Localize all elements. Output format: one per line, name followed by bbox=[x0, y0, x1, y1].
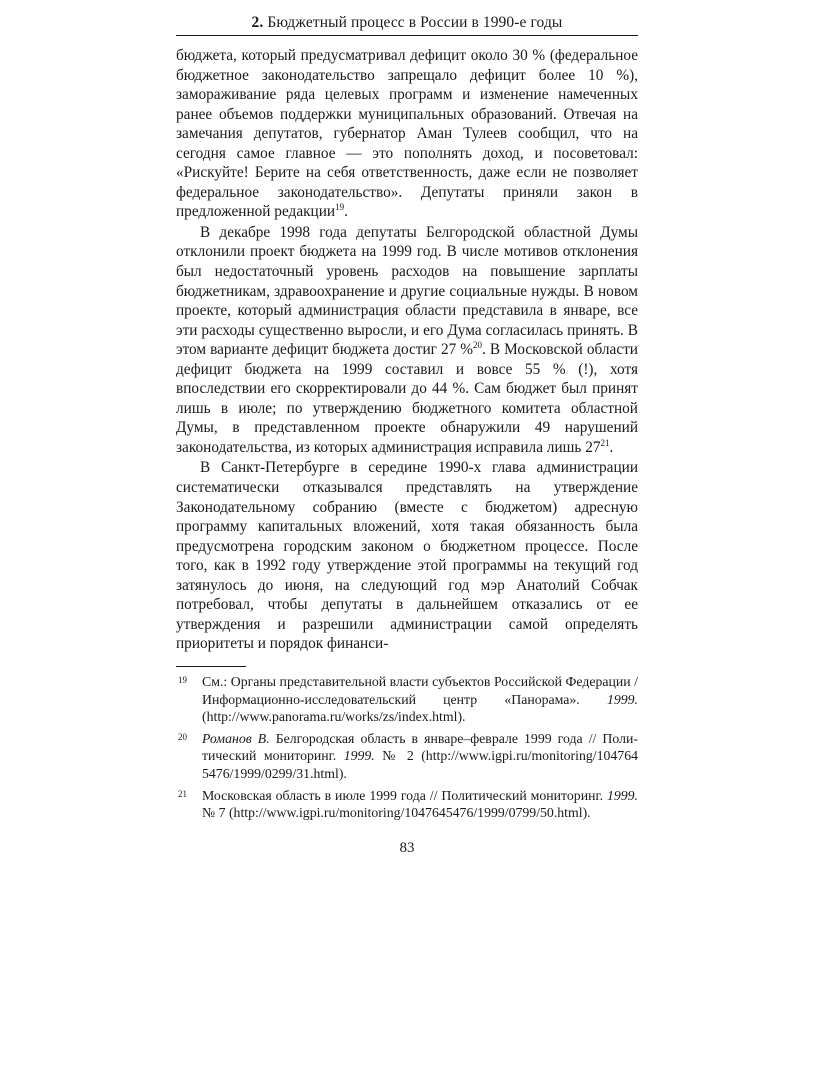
footnote-ref-21: 21 bbox=[600, 437, 610, 448]
book-page bbox=[176, 0, 638, 857]
paragraph-1-tail: . bbox=[344, 203, 348, 221]
footnote-ref-20: 20 bbox=[473, 340, 483, 351]
footnote-21 bbox=[176, 787, 638, 822]
footnote-number: 21 bbox=[178, 788, 187, 799]
footnote-text: Романов В. Белгородская область в январе–феврале 1999 года // Политический мониторинг. 1999. № 2 (http://www.igpi.ru/monitoring/104764 5476/1999/0299/31.html). bbox=[202, 730, 638, 781]
footnote-20 bbox=[176, 730, 638, 783]
paragraph-2-tail-2: . bbox=[609, 438, 614, 456]
footnote-ref-19: 19 bbox=[335, 202, 345, 213]
paragraph-3 bbox=[176, 458, 638, 653]
footnotes bbox=[176, 673, 638, 822]
footnote-number: 19 bbox=[178, 674, 187, 685]
main-text bbox=[176, 46, 638, 654]
footnote-number: 20 bbox=[178, 731, 187, 742]
footnote-text: См.: Органы представительной власти субъектов Российской Федерации / Информационно-исследовательский центр «Панорама». 1999. (http://www.panorama.ru/works/zs/index.html). bbox=[202, 673, 638, 725]
footnote-text: Московская область в июле 1999 года // Политический мониторинг. 1999. № 7 (http://www.igpi.ru/monitoring/1047645476/1999/0799/50.html). bbox=[202, 787, 638, 821]
footnote-author: Романов В. bbox=[202, 730, 270, 746]
page-number: 83 bbox=[399, 839, 415, 856]
footnote-19 bbox=[176, 673, 638, 726]
chapter-title: Бюджетный процесс в России в 1990-е годы bbox=[267, 14, 563, 31]
footnote-year: 1999. bbox=[343, 748, 375, 764]
footnote-year: 1999. bbox=[606, 691, 638, 707]
paragraph-1-text: бюджета, который предусматривал дефицит около 30 % (федеральное бюджетное законодательство запрещало дефицит более 10 %), замораживание ряда целевых программ и изменение намеченных ранее объемов поддержки муниципальных образований. Отвечая на замечания депутатов, губернатор Аман Тулеев сообщил, что на сегодня самое главное — это пополнять доход, и посоветовал: «Рискуйте! Берите на себя ответственность, даже если не позволяет федеральное законодательство». Депутаты приняли закон в предложенной редакции bbox=[176, 47, 638, 221]
paragraph-2-text: В декабре 1998 года депутаты Белгородской областной Думы отклонили проект бюджета на 1999 год. В числе мотивов отклонения был недостаточный уровень расходов на повышение зарплаты бюджетникам, здравоохранение и другие социальные нужды. В новом проекте, который администрация области представила в январе, все эти расходы существенно выросли, и его Дума согласилась принять. В этом варианте дефицит бюджета достиг 27 % bbox=[176, 223, 638, 359]
paragraph-3-text: В Санкт-Петербурге в середине 1990-х глава администрации систематически отказывался представлять на утверждение Законодательному собранию (вместе с бюджетом) адресную программу капитальных вложений, хотя такая обязанность была предусмотрена городским законом о бюджетном процессе. После того, как в 1992 году утверждение этой программы на текущий год затянулось до июня, на следующий год мэр Анатолий Собчак потребовал, чтобы депутаты в дальнейшем отказались от ее утверждения и разрешили администрации самой определять приоритеты и порядок финанси- bbox=[176, 459, 638, 653]
chapter-number: 2. bbox=[251, 14, 264, 31]
paragraph-2 bbox=[176, 223, 638, 458]
footnote-year: 1999. bbox=[606, 787, 638, 803]
paragraph-2-tail: . В Московской области дефицит бюджета на 1999 составил и вовсе 55 % (!), хотя впоследствии его скорректировали до 44 %. Сам бюджет был принят лишь в июле; по утверждению бюджетного комитета областной Думы, в представленном проекте обнаружили 49 нарушений законодательства, из которых администрация исправила лишь 27 bbox=[176, 341, 638, 456]
paragraph-1 bbox=[176, 46, 638, 222]
running-head bbox=[176, 14, 638, 36]
footnote-separator bbox=[176, 666, 246, 667]
